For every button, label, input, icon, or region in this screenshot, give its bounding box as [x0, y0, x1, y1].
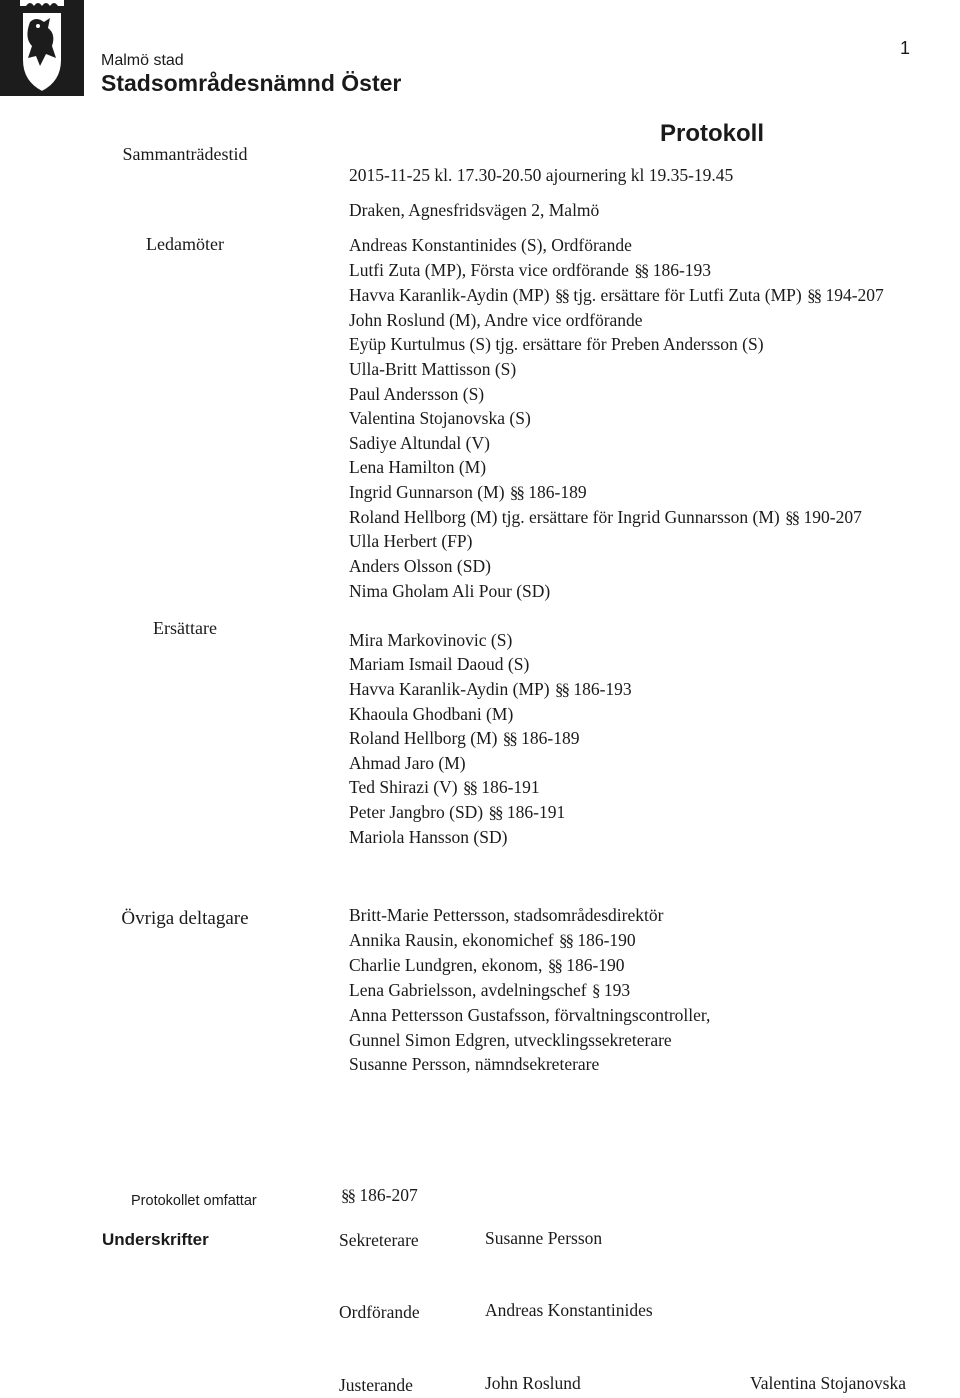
substitute-name: Ted Shirazi (V): [349, 777, 458, 797]
substitute-name: Peter Jangbro (SD): [349, 802, 484, 822]
double-section-sign-icon: §§: [554, 286, 568, 305]
double-section-sign-icon: §§: [547, 956, 561, 975]
chair-label: Ordförande: [339, 1302, 420, 1322]
participant-ref: 186-190: [566, 955, 625, 975]
member-row: [349, 258, 711, 283]
participant-name: Lena Gabrielsson, avdelningschef: [349, 980, 587, 1000]
participant-name: Britt-Marie Pettersson, stadsområdesdirektör: [349, 905, 664, 925]
member-row: [349, 480, 587, 505]
member-row: [349, 554, 491, 579]
participant-row: [349, 953, 625, 978]
chair-name: Andreas Konstantinides: [485, 1300, 653, 1320]
double-section-sign-icon: §§: [634, 261, 648, 280]
member-name: Ingrid Gunnarson (M): [349, 482, 505, 502]
member-name: John Roslund (M), Andre vice ordförande: [349, 310, 643, 330]
substitute-name: Havva Karanlik-Aydin (MP): [349, 679, 550, 699]
member-name: Valentina Stojanovska (S): [349, 408, 531, 428]
other-participants-label: Övriga deltagare: [121, 908, 249, 929]
meeting-time: 2015-11-25 kl. 17.30-20.50 ajournering kl 19.35-19.45: [349, 165, 734, 185]
substitute-row: [349, 775, 540, 800]
participant-name: Annika Rausin, ekonomichef: [349, 930, 554, 950]
participant-row: [349, 1028, 672, 1053]
participant-ref: 193: [603, 980, 631, 1000]
member-name: Andreas Konstantinides (S), Ordförande: [349, 235, 632, 255]
substitute-row: [349, 652, 529, 677]
malmo-coat-of-arms-logo: [0, 0, 84, 96]
member-name: Nima Gholam Ali Pour (SD): [349, 581, 551, 601]
adjuster-name-1: John Roslund: [485, 1373, 581, 1393]
member-name: Lutfi Zuta (MP), Första vice ordförande: [349, 260, 629, 280]
substitute-ref: 186-191: [481, 777, 540, 797]
adjuster-label: Justerande: [339, 1375, 413, 1395]
member-row: [349, 233, 632, 258]
participant-row: [349, 1052, 599, 1077]
double-section-sign-icon: §§: [502, 729, 516, 748]
member-name: Anders Olsson (SD): [349, 556, 491, 576]
participant-name: Gunnel Simon Edgren, utvecklingssekreterare: [349, 1030, 672, 1050]
scope-value: 186-207: [359, 1185, 418, 1205]
double-section-sign-icon: §§: [462, 778, 476, 797]
signatures-label: Underskrifter: [102, 1230, 209, 1249]
secretary-name: Susanne Persson: [485, 1228, 603, 1248]
meeting-time-label: Sammanträdestid: [122, 144, 248, 164]
substitute-ref: 186-191: [506, 802, 566, 822]
member-ref: 190-207: [803, 507, 862, 527]
member-ref: tjg. ersättare för Lutfi Zuta (MP): [573, 285, 802, 305]
meeting-place: Draken, Agnesfridsvägen 2, Malmö: [349, 200, 600, 220]
substitute-row: [349, 726, 580, 751]
participant-name: Susanne Persson, nämndsekreterare: [349, 1054, 600, 1074]
member-row: [349, 529, 472, 554]
member-row: [349, 382, 484, 407]
substitute-name: Khaoula Ghodbani (M): [349, 704, 514, 724]
participant-row: [349, 978, 630, 1003]
member-name: Roland Hellborg (M) tjg. ersättare för Ingrid Gunnarsson (M): [349, 507, 780, 527]
substitute-row: [349, 628, 512, 653]
page-number: 1: [900, 38, 911, 58]
member-row: [349, 505, 862, 530]
double-section-sign-icon: §§: [341, 1186, 354, 1205]
substitute-name: Roland Hellborg (M): [349, 728, 498, 748]
member-row: [349, 431, 490, 456]
secretary-label: Sekreterare: [339, 1230, 419, 1250]
member-name: Havva Karanlik-Aydin (MP): [349, 285, 550, 305]
member-row: [349, 455, 486, 480]
member-name: Ulla Herbert (FP): [349, 531, 473, 551]
committee-name: Stadsområdesnämnd Öster: [101, 70, 402, 96]
substitute-row: [349, 825, 507, 850]
double-section-sign-icon: §§: [785, 508, 799, 527]
member-row: [349, 332, 764, 357]
member-name: Sadiye Altundal (V): [349, 433, 490, 453]
double-section-sign-icon: §§: [554, 680, 568, 699]
member-name: Paul Andersson (S): [349, 384, 485, 404]
substitute-ref: 186-193: [573, 679, 632, 699]
adjuster-name-2: Valentina Stojanovska: [750, 1373, 907, 1393]
double-section-sign-icon: §§: [558, 931, 572, 950]
member-row: [349, 308, 643, 333]
double-section-sign-icon: §§: [488, 803, 502, 822]
participant-name: Charlie Lundgren, ekonom,: [349, 955, 543, 975]
document-title: Protokoll: [660, 120, 765, 147]
substitute-row: [349, 702, 513, 727]
substitute-row: [349, 800, 565, 825]
substitute-name: Mira Markovinovic (S): [349, 630, 513, 650]
member-ref: 186-193: [652, 260, 712, 280]
member-row: [349, 283, 884, 308]
member-name: Eyüp Kurtulmus (S) tjg. ersättare för Preben Andersson (S): [349, 334, 764, 354]
double-section-sign-icon: §§: [509, 483, 523, 502]
participant-row: [349, 1003, 710, 1028]
member-row: [349, 406, 531, 431]
member-name: Ulla-Britt Mattisson (S): [349, 359, 517, 379]
substitutes-label: Ersättare: [153, 618, 217, 638]
scope-label: Protokollet omfattar: [131, 1193, 257, 1209]
section-sign-icon: §: [592, 981, 599, 1000]
participant-row: [349, 928, 636, 953]
substitute-ref: 186-189: [521, 728, 580, 748]
substitute-row: [349, 751, 466, 776]
organization-name: Malmö stad: [101, 52, 184, 69]
substitute-name: Ahmad Jaro (M): [349, 753, 466, 773]
participant-ref: 186-190: [577, 930, 636, 950]
substitute-name: Mariola Hansson (SD): [349, 827, 508, 847]
member-ref: 186-189: [528, 482, 587, 502]
members-label: Ledamöter: [146, 234, 224, 254]
member-row: [349, 579, 550, 604]
member-row: [349, 357, 516, 382]
member-name: Lena Hamilton (M): [349, 457, 487, 477]
substitute-name: Mariam Ismail Daoud (S): [349, 654, 530, 674]
member-ref-2: 194-207: [825, 285, 884, 305]
double-section-sign-icon: §§: [807, 286, 821, 305]
substitute-row: [349, 677, 632, 702]
participant-name: Anna Pettersson Gustafsson, förvaltningscontroller,: [349, 1005, 711, 1025]
participant-row: [349, 903, 663, 928]
scope-value-row: [340, 1185, 418, 1206]
